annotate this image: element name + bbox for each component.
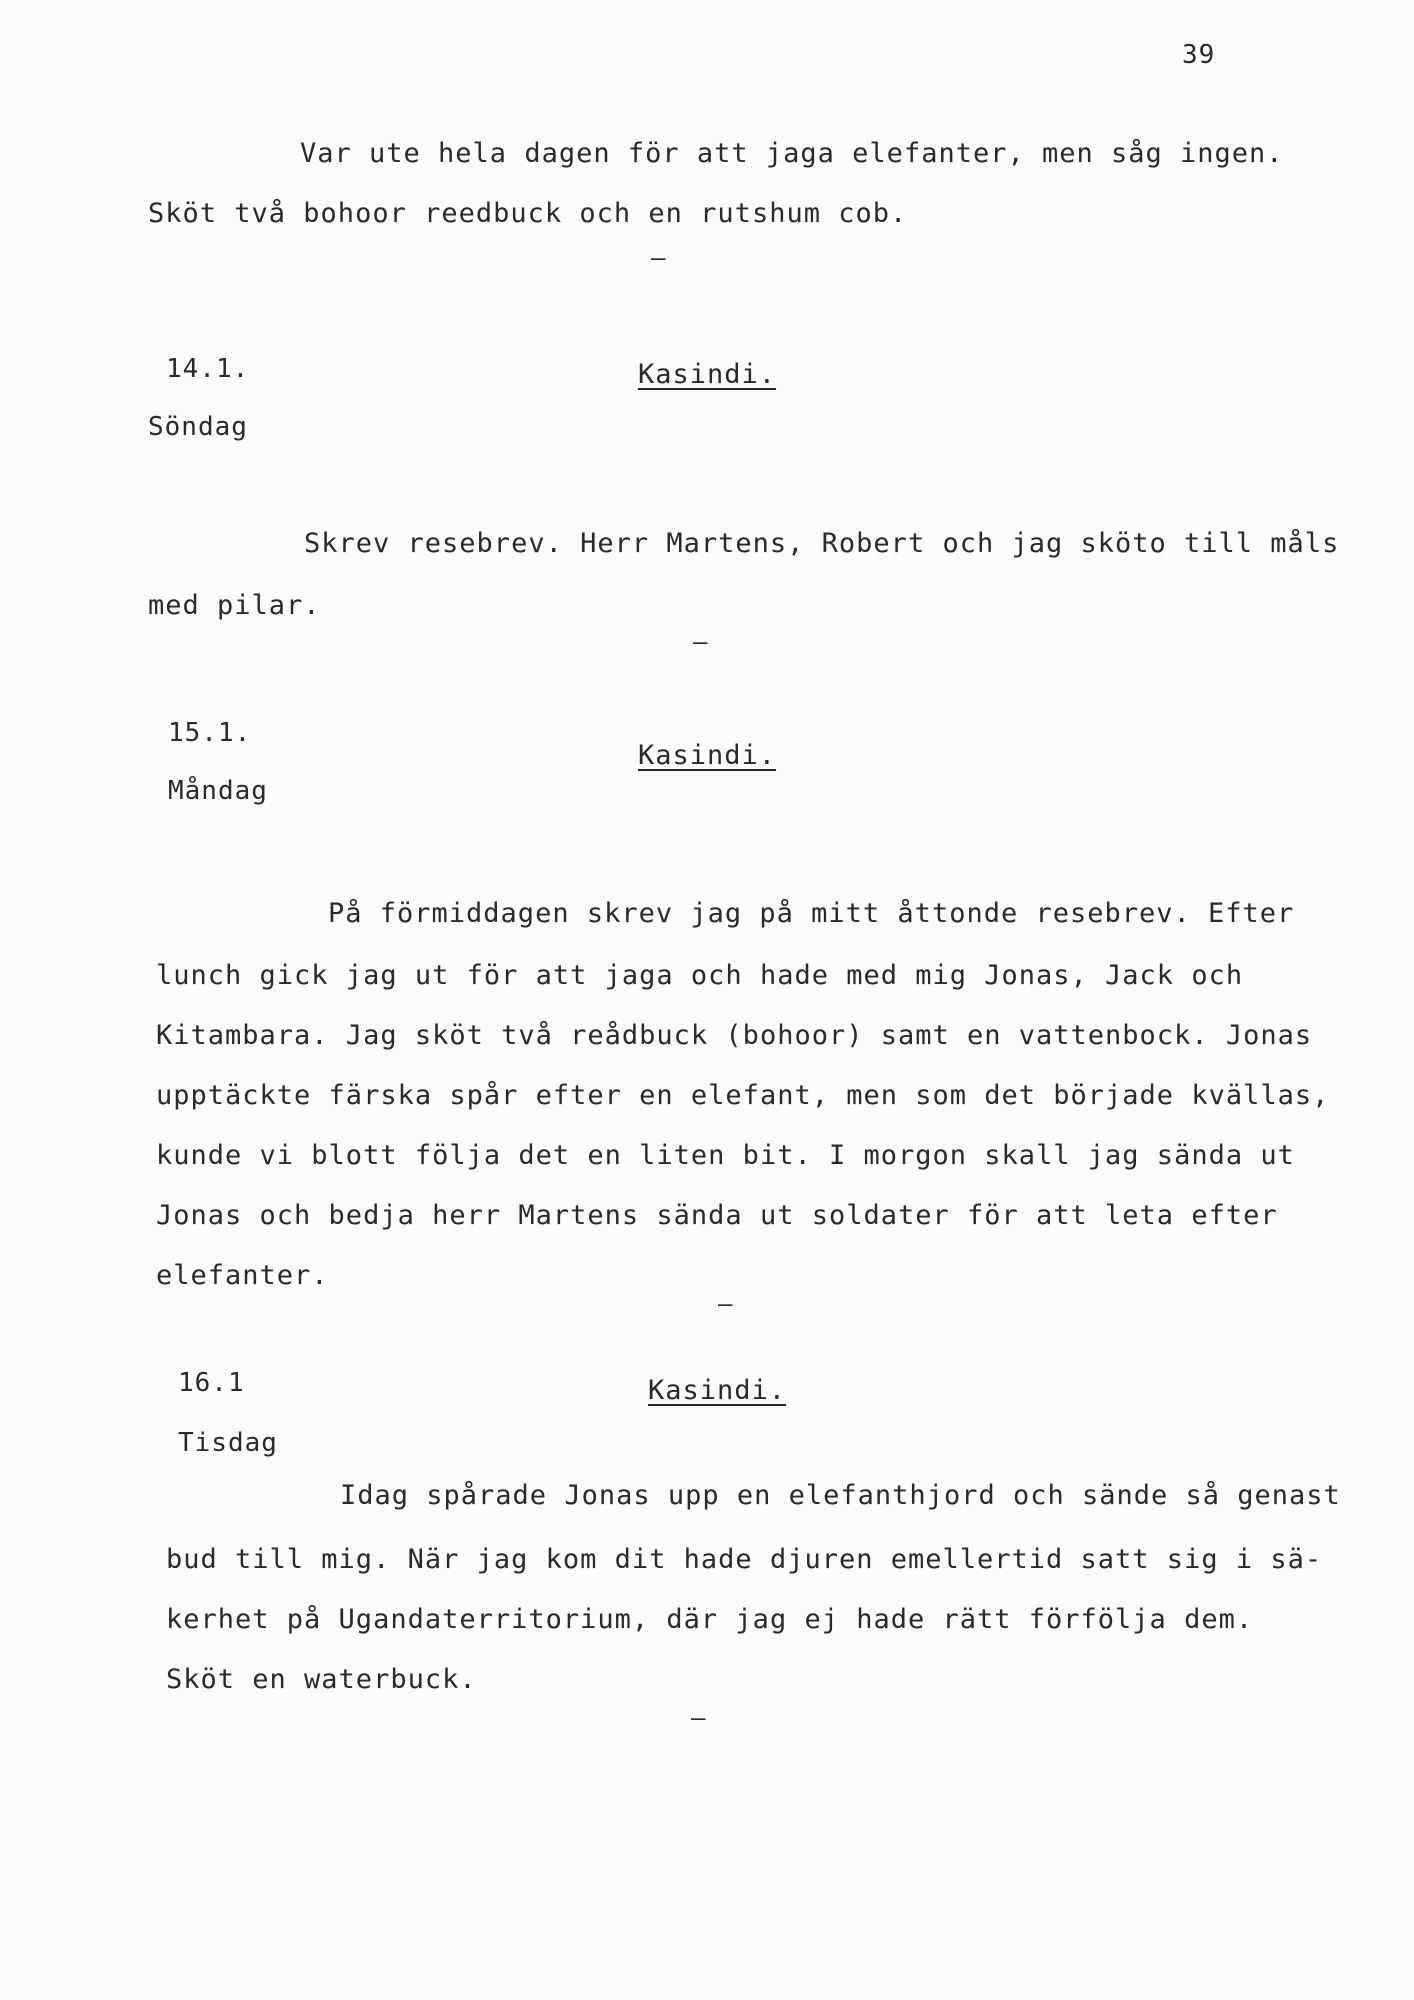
entry-text-line: Kitambara. Jag sköt två reådbuck (bohoor) samt en vattenbock. Jonas xyxy=(156,1020,1313,1051)
entry-place-heading: Kasindi. xyxy=(638,359,777,390)
entry-text-line: Skrev resebrev. Herr Martens, Robert och jag sköto till måls xyxy=(304,528,1340,559)
entry-date: 15.1. xyxy=(168,718,252,748)
entry-weekday: Tisdag xyxy=(178,1428,278,1458)
entry-weekday: Måndag xyxy=(168,776,268,806)
entry-text-line: lunch gick jag ut för att jaga och hade med mig Jonas, Jack och xyxy=(156,960,1244,991)
separator-dash: – xyxy=(718,1290,734,1318)
entry-text-line: kerhet på Ugandaterritorium, där jag ej hade rätt förfölja dem. xyxy=(166,1604,1254,1635)
separator-dash: – xyxy=(691,1704,707,1732)
entry-place-heading: Kasindi. xyxy=(638,740,777,771)
page-number: 39 xyxy=(1182,40,1216,70)
intro-line-2: Sköt två bohoor reedbuck och en rutshum cob. xyxy=(148,198,908,229)
entry-place-heading: Kasindi. xyxy=(648,1375,787,1406)
separator-dash: – xyxy=(651,244,667,272)
separator-dash: – xyxy=(693,628,709,656)
entry-text-line: Jonas och bedja herr Martens sända ut soldater för att leta efter xyxy=(156,1200,1278,1231)
entry-text-line: elefanter. xyxy=(156,1260,329,1291)
entry-text-line: Sköt en waterbuck. xyxy=(166,1664,477,1695)
entry-text-line: med pilar. xyxy=(148,590,321,621)
entry-text-line: På förmiddagen skrev jag på mitt åttonde resebrev. Efter xyxy=(328,898,1295,929)
entry-text-line: Idag spårade Jonas upp en elefanthjord och sände så genast xyxy=(340,1480,1341,1511)
entry-text-line: kunde vi blott följa det en liten bit. I morgon skall jag sända ut xyxy=(156,1140,1295,1171)
intro-line-1: Var ute hela dagen för att jaga elefanter, men såg ingen. xyxy=(300,138,1284,169)
entry-weekday: Söndag xyxy=(148,412,248,442)
entry-date: 16.1 xyxy=(178,1368,245,1398)
entry-date: 14.1. xyxy=(166,354,250,384)
entry-text-line: upptäckte färska spår efter en elefant, men som det började kvällas, xyxy=(156,1080,1330,1111)
entry-text-line: bud till mig. När jag kom dit hade djuren emellertid satt sig i sä- xyxy=(166,1544,1323,1575)
